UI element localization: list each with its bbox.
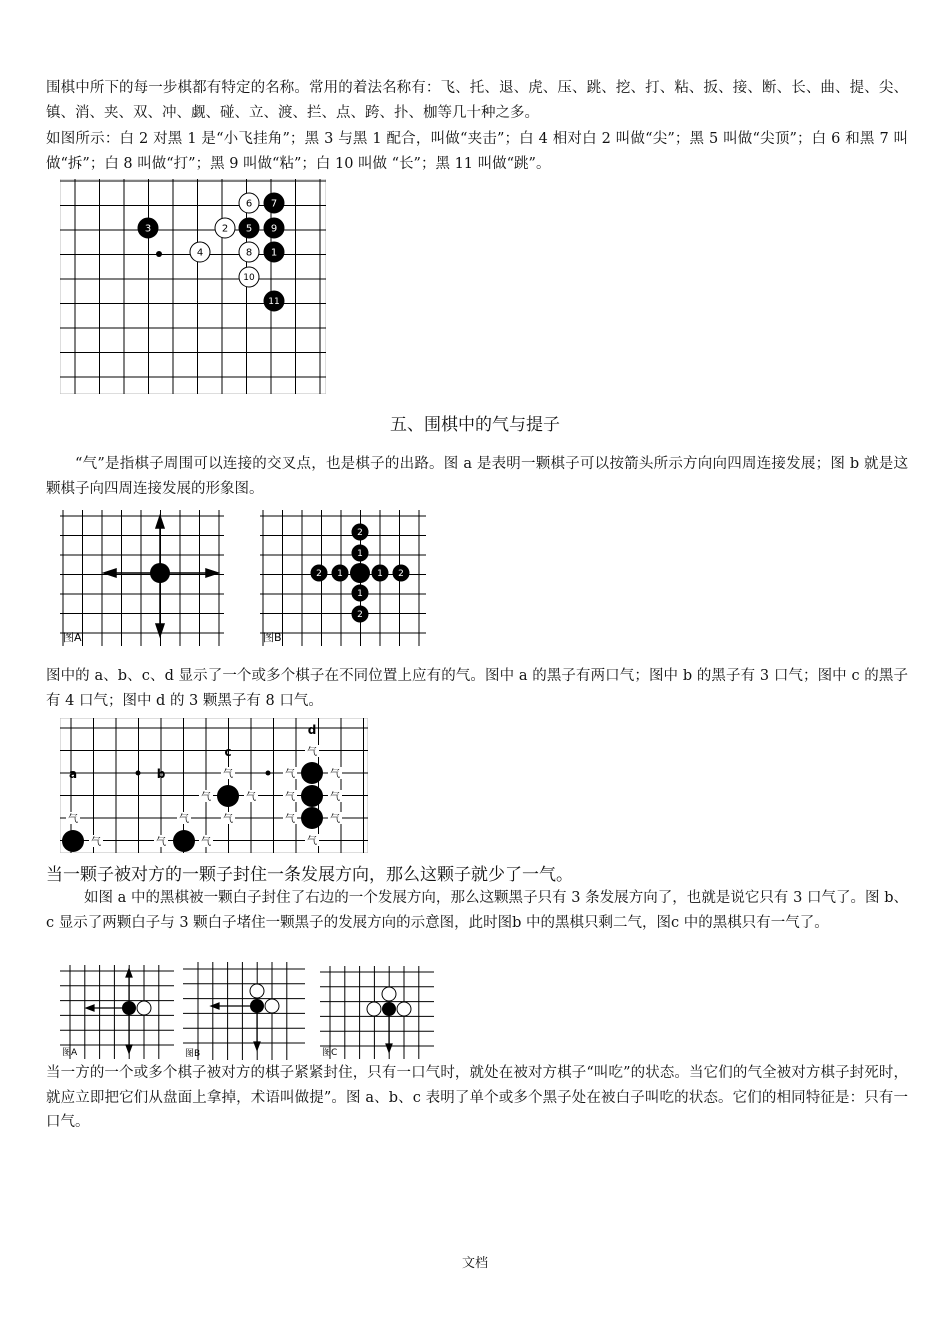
figure-b-liberty-stones	[260, 510, 426, 646]
qi-marker: 气	[330, 769, 340, 780]
stone-number: 2	[316, 569, 322, 580]
qi-marker: 气	[156, 837, 166, 848]
small-figure-b	[183, 962, 305, 1060]
qi-marker: 气	[307, 836, 317, 847]
stone-number: 1	[270, 247, 278, 259]
star-point	[156, 251, 162, 257]
liberties-abcd-diagram	[60, 718, 368, 853]
stone-number: 1	[357, 549, 363, 560]
move-names-diagram	[60, 179, 326, 394]
black-stone	[217, 785, 239, 807]
qi-marker: 气	[307, 747, 317, 758]
black-stone	[301, 785, 323, 807]
stone-number: 1	[337, 569, 343, 580]
white-stone	[367, 1002, 381, 1016]
qi-marker: 气	[223, 814, 233, 825]
position-label: b	[156, 767, 166, 781]
figure-a-label: 图A	[63, 631, 82, 644]
white-stone	[265, 999, 279, 1013]
qi-marker: 气	[330, 792, 340, 803]
block-heading: 当一颗子被对方的一颗子封住一条发展方向，那么这颗子就少了一气。	[46, 865, 573, 885]
black-stone	[122, 1001, 136, 1015]
small-figure-a	[60, 965, 174, 1059]
stone-number: 10	[243, 273, 255, 284]
black-stone	[150, 563, 170, 583]
small-figure-c-label: 图C	[322, 1048, 338, 1058]
small-figure-a-label: 图A	[62, 1048, 78, 1058]
white-stone	[397, 1002, 411, 1016]
intro-paragraph-1: 围棋中所下的每一步棋都有特定的名称。常用的着法名称有：飞、托、退、虎、压、跳、挖、打、粘、扳、接、断、长、曲、提、尖、镇、消、夹、双、冲、觑、碰、立、渡、拦、点、跨、扑、枷等几十种之多。	[46, 80, 908, 121]
stone-number: 4	[196, 247, 204, 259]
stone-number: 3	[144, 223, 152, 235]
stone-number: 1	[377, 569, 383, 580]
stone-number: 6	[245, 198, 253, 210]
intro-paragraph-2: 如图所示：白 2 对黑 1 是“小飞挂角”；黑 3 与黑 1 配合，叫做“夹击”；白 4 相对白 2 叫做“尖”；黑 5 叫做“尖顶”；白 6 和黑 7 叫做“拆”；白 8 叫做“打”；黑 9 叫做“粘”；白 10 叫做 “长”；黑 11 叫做“跳”。	[46, 131, 908, 172]
black-stone	[62, 830, 84, 852]
section-title: 五、围棋中的气与提子	[390, 415, 560, 435]
black-stone	[173, 830, 195, 852]
qi-marker: 气	[285, 814, 295, 825]
qi-marker: 气	[179, 814, 189, 825]
small-figure-b-label: 图B	[185, 1049, 201, 1059]
black-stone	[382, 1002, 396, 1016]
stone-number: 2	[221, 223, 229, 235]
stone-number: 2	[357, 528, 363, 539]
white-stone	[382, 987, 396, 1001]
stone-number: 5	[245, 223, 253, 235]
qi-marker: 气	[246, 792, 256, 803]
stone-number: 2	[357, 610, 363, 621]
white-stone	[137, 1001, 151, 1015]
black-stone	[250, 999, 264, 1013]
qi-marker: 气	[201, 792, 211, 803]
stone-number: 7	[270, 198, 278, 210]
qi-marker: 气	[330, 814, 340, 825]
stone-number: 8	[245, 247, 253, 259]
position-label: a	[68, 767, 78, 781]
page-footer: 文档	[461, 1256, 488, 1271]
position-label: d	[307, 723, 317, 737]
qi-marker: 气	[68, 814, 78, 825]
star-point	[266, 771, 271, 776]
qi-marker: 气	[91, 837, 101, 848]
stone-number: 2	[398, 569, 404, 580]
atari-paragraph: 当一方的一个或多个棋子被对方的棋子紧紧封住，只有一口气时，就处在被对方棋子“叫吃”的状态。当它们的气全被对方棋子封死时，就应立即把它们从盘面上拿掉，术语叫做提”。图 a、b、c 表明了单个或多个黑子处在被白子叫吃的状态。它们的相同特征是：只有一口气。	[46, 1065, 908, 1130]
white-stone	[250, 984, 264, 998]
qi-paragraph-1: “气”是指棋子周围可以连接的交叉点，也是棋子的出路。图 a 是表明一颗棋子可以按箭头所示方向向四周连接发展；图 b 就是这颗棋子向四周连接发展的形象图。	[46, 456, 908, 497]
stone-number: 1	[357, 589, 363, 600]
small-figure-c	[320, 966, 434, 1059]
figure-b-label: 图B	[263, 631, 282, 644]
stone-number: 11	[268, 297, 280, 308]
qi-marker: 气	[223, 769, 233, 780]
position-label: c	[224, 745, 232, 759]
star-point	[136, 771, 141, 776]
black-stone	[301, 762, 323, 784]
figure-a-liberty-arrows	[60, 510, 224, 646]
center-black-stone	[350, 563, 370, 583]
black-stone	[301, 807, 323, 829]
qi-marker: 气	[285, 769, 295, 780]
qi-marker: 气	[285, 792, 295, 803]
qi-paragraph-2: 图中的 a、b、c、d 显示了一个或多个棋子在不同位置上应有的气。图中 a 的黑子有两口气；图中 b 的黑子有 3 口气；图中 c 的黑子有 4 口气；图中 d 的 3 颗黑子有 8 口气。	[46, 668, 908, 709]
block-paragraph: 如图 a 中的黑棋被一颗白子封住了右边的一个发展方向，那么这颗黑子只有 3 条发展方向了，也就是说它只有 3 口气了。图 b、c 显示了两颗白子与 3 颗白子堵住一颗黑子的发展方向的示意图，此时图b 中的黑棋只剩二气，图c 中的黑棋只有一气了。	[46, 890, 908, 931]
stone-number: 9	[270, 223, 278, 235]
qi-marker: 气	[201, 837, 211, 848]
